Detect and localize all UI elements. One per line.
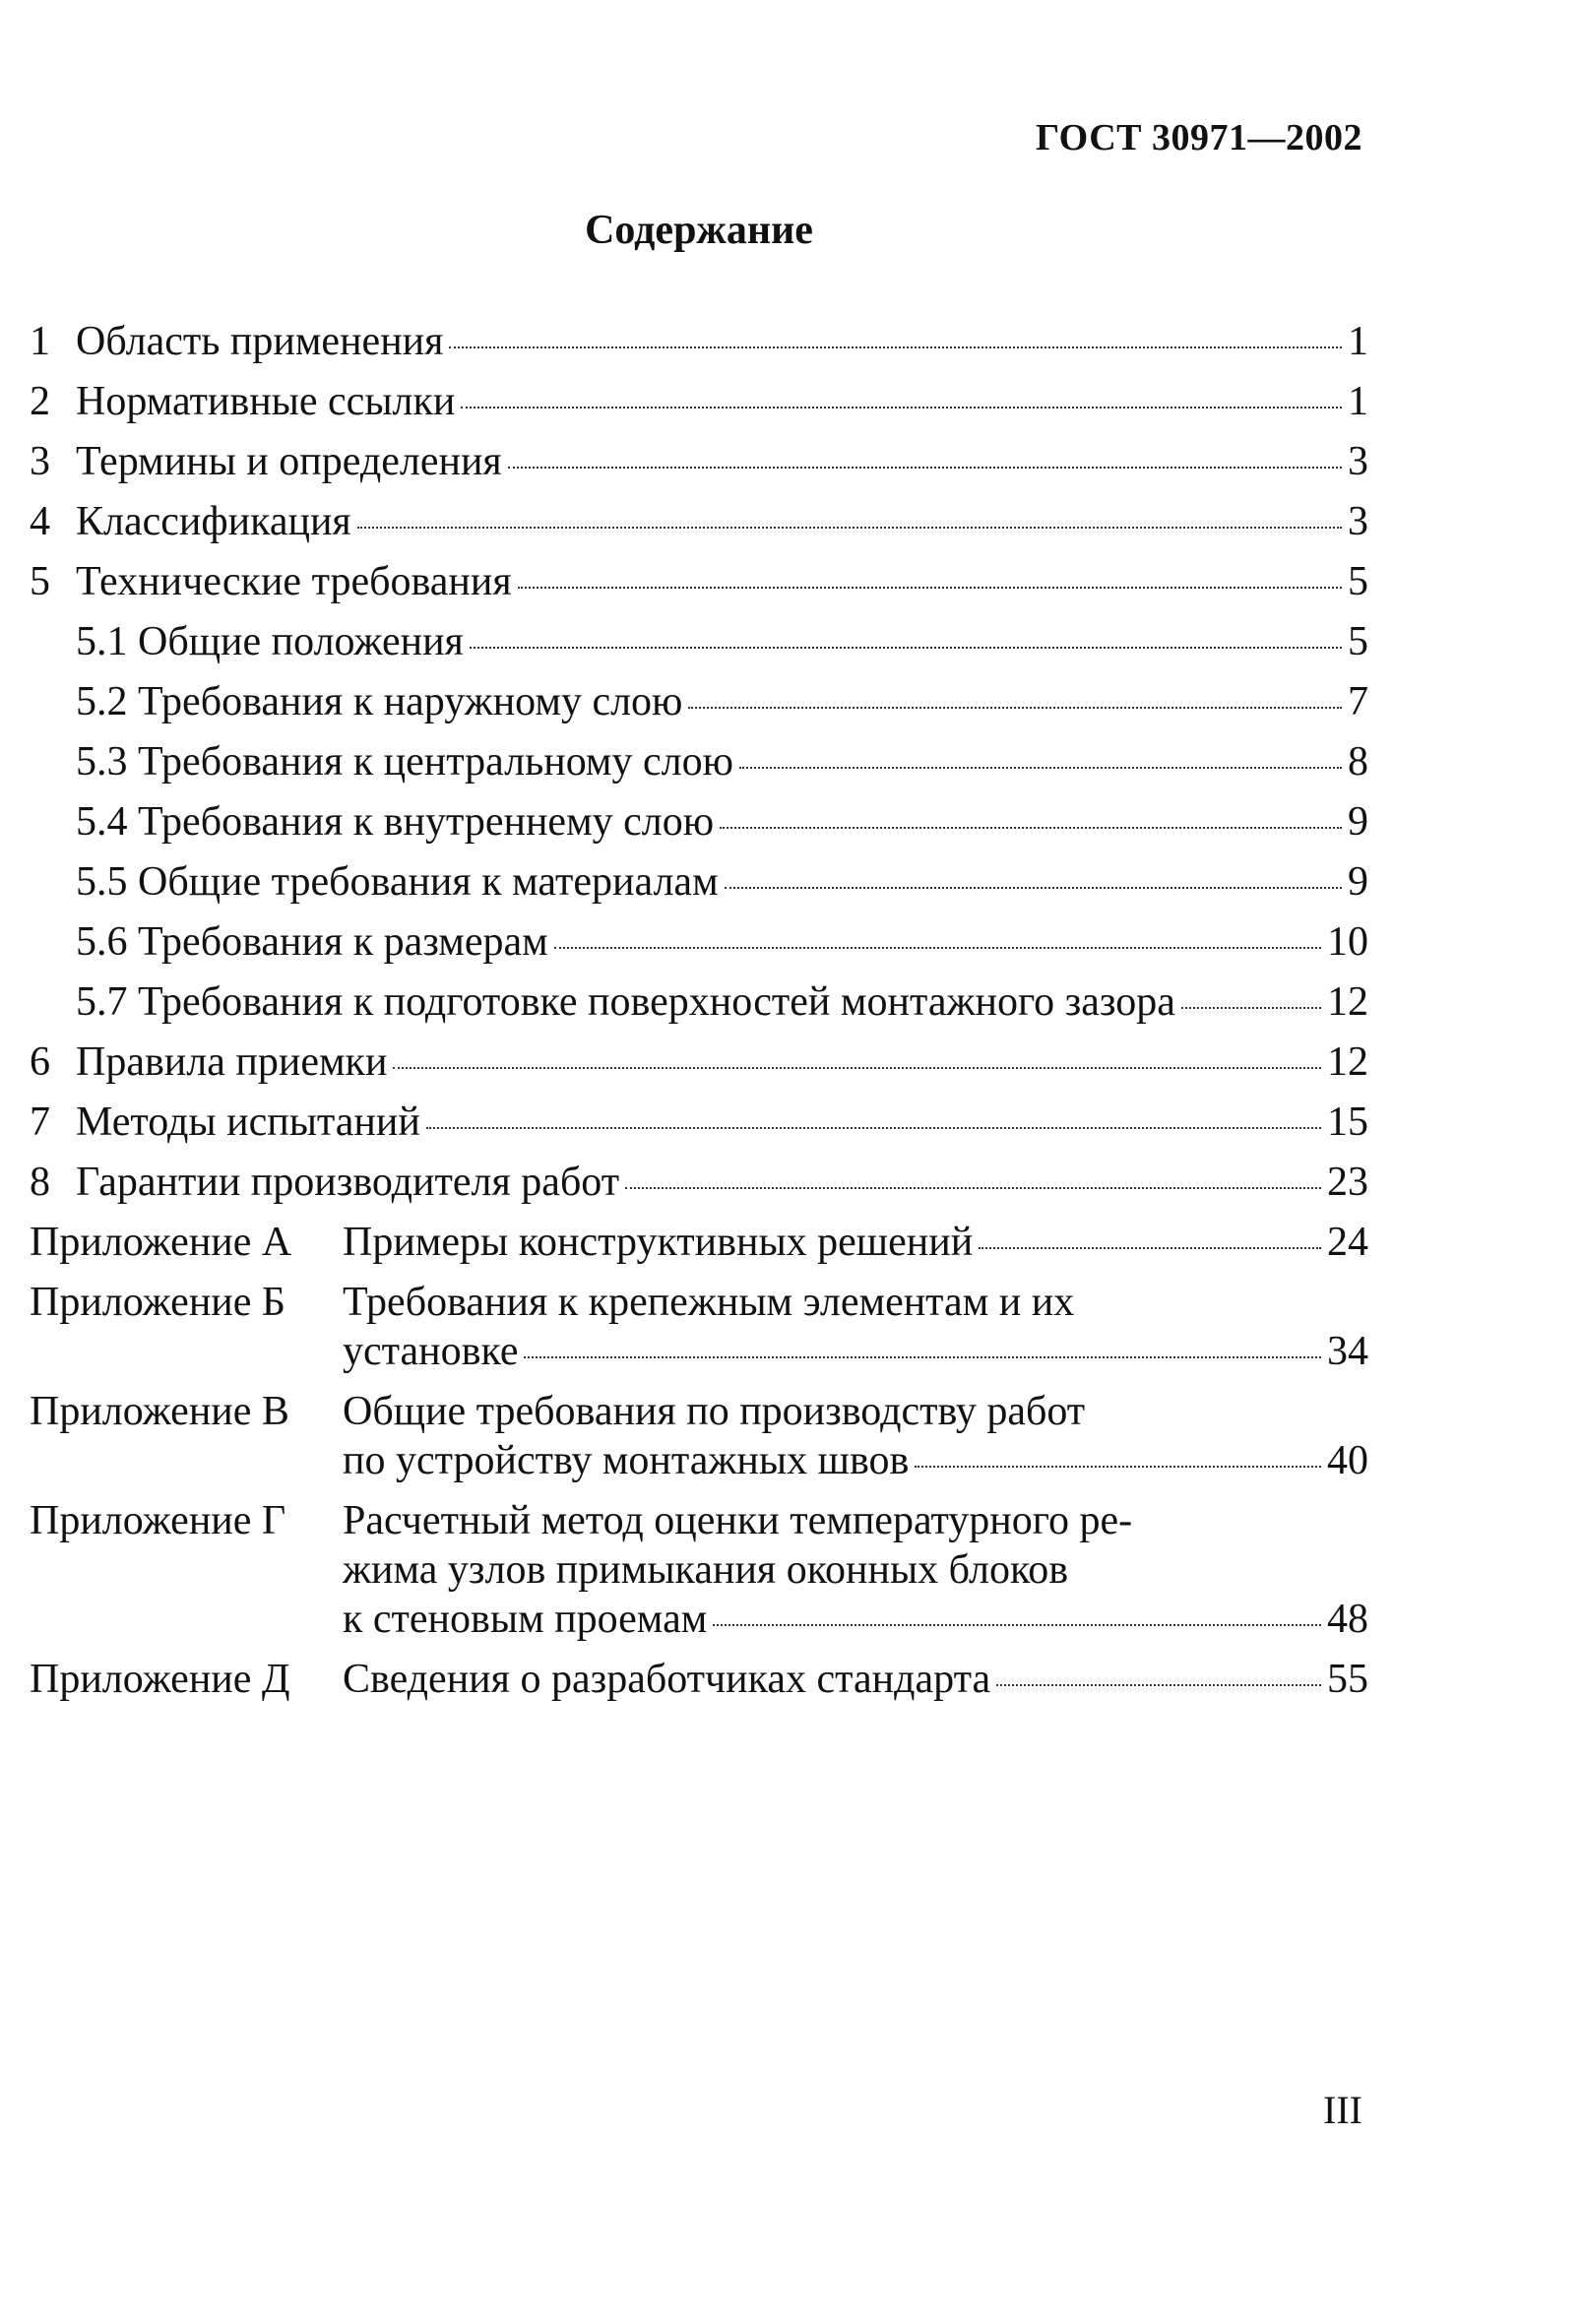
toc-entry-title: Область применения <box>76 319 444 364</box>
annex-page: 24 <box>1327 1220 1368 1265</box>
toc-entry[interactable] <box>30 1158 1368 1207</box>
toc-subentry[interactable] <box>30 677 1368 726</box>
toc-entry-title: Термины и определения <box>76 439 502 484</box>
toc-entry-number: 5 <box>30 559 50 604</box>
toc-entry-title: Классификация <box>76 499 351 544</box>
toc-entry-page: 23 <box>1327 1160 1368 1205</box>
dot-leader <box>461 407 1342 408</box>
toc-entry[interactable] <box>30 1098 1368 1147</box>
toc-entry[interactable] <box>30 1037 1368 1087</box>
toc-entry-page: 5 <box>1348 559 1368 604</box>
toc-entry-page: 9 <box>1348 859 1368 905</box>
annex-page: 34 <box>1327 1329 1368 1374</box>
annex-title-line: Общие требования по производству работ <box>343 1389 1086 1434</box>
toc-entry-page: 10 <box>1327 919 1368 965</box>
dot-leader <box>357 527 1342 529</box>
toc-entry-number: 8 <box>30 1160 50 1205</box>
dot-leader <box>470 647 1342 649</box>
dot-leader <box>725 887 1342 889</box>
toc-entry-title: Нормативные ссылки <box>76 379 456 424</box>
dot-leader <box>524 1356 1321 1358</box>
toc-entry-page: 12 <box>1327 1039 1368 1085</box>
toc-entry[interactable] <box>30 377 1368 426</box>
annex-label: Приложение Д <box>30 1657 290 1702</box>
toc-entry-page: 9 <box>1348 799 1368 845</box>
toc-entry-page: 5 <box>1348 619 1368 664</box>
toc-entry[interactable] <box>30 497 1368 546</box>
toc-entry-page: 7 <box>1348 679 1368 724</box>
dot-leader <box>1181 1007 1321 1009</box>
dot-leader <box>739 767 1342 769</box>
toc-entry[interactable] <box>30 557 1368 606</box>
annex-label: Приложение Б <box>30 1280 286 1325</box>
dot-leader <box>554 947 1321 949</box>
toc-entry-title: 5.4 Требования к внутреннему слою <box>76 799 715 845</box>
dot-leader <box>426 1127 1321 1129</box>
annex-page: 40 <box>1327 1438 1368 1483</box>
toc-entry-number: 1 <box>30 319 50 364</box>
annex-title-line: Требования к крепежным элементам и их <box>343 1280 1075 1325</box>
toc-entry-page: 12 <box>1327 979 1368 1025</box>
annex-title-line: к стеновым проемам <box>343 1597 708 1642</box>
toc-entry-page: 8 <box>1348 739 1368 785</box>
toc-entry-title: 5.3 Требования к центральному слою <box>76 739 733 785</box>
toc-entry-title: 5.7 Требования к подготовке поверхностей монтажного зазора <box>76 979 1175 1025</box>
dot-leader <box>393 1067 1321 1069</box>
document-code: ГОСТ 30971—2002 <box>1035 117 1362 158</box>
dot-leader <box>915 1466 1321 1468</box>
toc-entry-title: Технические требования <box>76 559 512 604</box>
toc-entry-number: 4 <box>30 499 50 544</box>
toc-entry-title: Гарантии производителя работ <box>76 1160 620 1205</box>
dot-leader <box>625 1187 1321 1189</box>
annex-entry[interactable] <box>30 1387 1368 1485</box>
toc-entry-title: 5.2 Требования к наружному слою <box>76 679 683 724</box>
toc-entry-number: 3 <box>30 439 50 484</box>
toc-subentry[interactable] <box>30 977 1368 1027</box>
annex-entry[interactable] <box>30 1218 1368 1267</box>
annex-label: Приложение Г <box>30 1498 286 1543</box>
toc-entry-page: 3 <box>1348 439 1368 484</box>
annex-label: Приложение В <box>30 1389 289 1434</box>
toc-subentry[interactable] <box>30 797 1368 847</box>
annex-page: 55 <box>1327 1657 1368 1702</box>
toc-entry-page: 1 <box>1348 379 1368 424</box>
dot-leader <box>979 1247 1321 1249</box>
toc-entry-title: Правила приемки <box>76 1039 388 1085</box>
toc-entry-title: Методы испытаний <box>76 1099 420 1145</box>
dot-leader <box>996 1684 1321 1686</box>
dot-leader <box>449 346 1342 348</box>
annex-entry[interactable] <box>30 1655 1368 1704</box>
toc-subentry[interactable] <box>30 617 1368 666</box>
annex-title-line: Расчетный метод оценки температурного ре- <box>343 1498 1133 1543</box>
table-of-contents <box>30 317 1368 1715</box>
toc-entry-number: 6 <box>30 1039 50 1085</box>
toc-subentry[interactable] <box>30 917 1368 967</box>
dot-leader <box>713 1624 1321 1626</box>
page-number: III <box>1323 2088 1362 2132</box>
annex-title-line: по устройству монтажных швов <box>343 1438 910 1483</box>
dot-leader <box>508 467 1342 469</box>
dot-leader <box>720 827 1342 829</box>
toc-subentry[interactable] <box>30 737 1368 786</box>
toc-entry-page: 15 <box>1327 1099 1368 1145</box>
toc-entry-page: 1 <box>1348 319 1368 364</box>
dot-leader <box>688 707 1342 709</box>
annex-title-line: установке <box>343 1329 519 1374</box>
toc-subentry[interactable] <box>30 857 1368 907</box>
toc-entry[interactable] <box>30 317 1368 366</box>
annex-entry[interactable] <box>30 1278 1368 1376</box>
annex-label: Приложение А <box>30 1220 292 1265</box>
toc-entry-title: 5.1 Общие положения <box>76 619 464 664</box>
toc-entry-number: 2 <box>30 379 50 424</box>
toc-entry[interactable] <box>30 437 1368 486</box>
toc-entry-title: 5.5 Общие требования к материалам <box>76 859 719 905</box>
page-title: Содержание <box>585 208 813 253</box>
annex-page: 48 <box>1327 1597 1368 1642</box>
annex-title: Сведения о разработчиках стандарта <box>343 1657 991 1702</box>
toc-entry-title: 5.6 Требования к размерам <box>76 919 548 965</box>
annex-title-line: жима узлов примыкания оконных блоков <box>343 1547 1069 1593</box>
annex-entry[interactable] <box>30 1496 1368 1644</box>
dot-leader <box>518 587 1342 589</box>
annex-title: Примеры конструктивных решений <box>343 1220 974 1265</box>
toc-entry-number: 7 <box>30 1099 50 1145</box>
toc-entry-page: 3 <box>1348 499 1368 544</box>
